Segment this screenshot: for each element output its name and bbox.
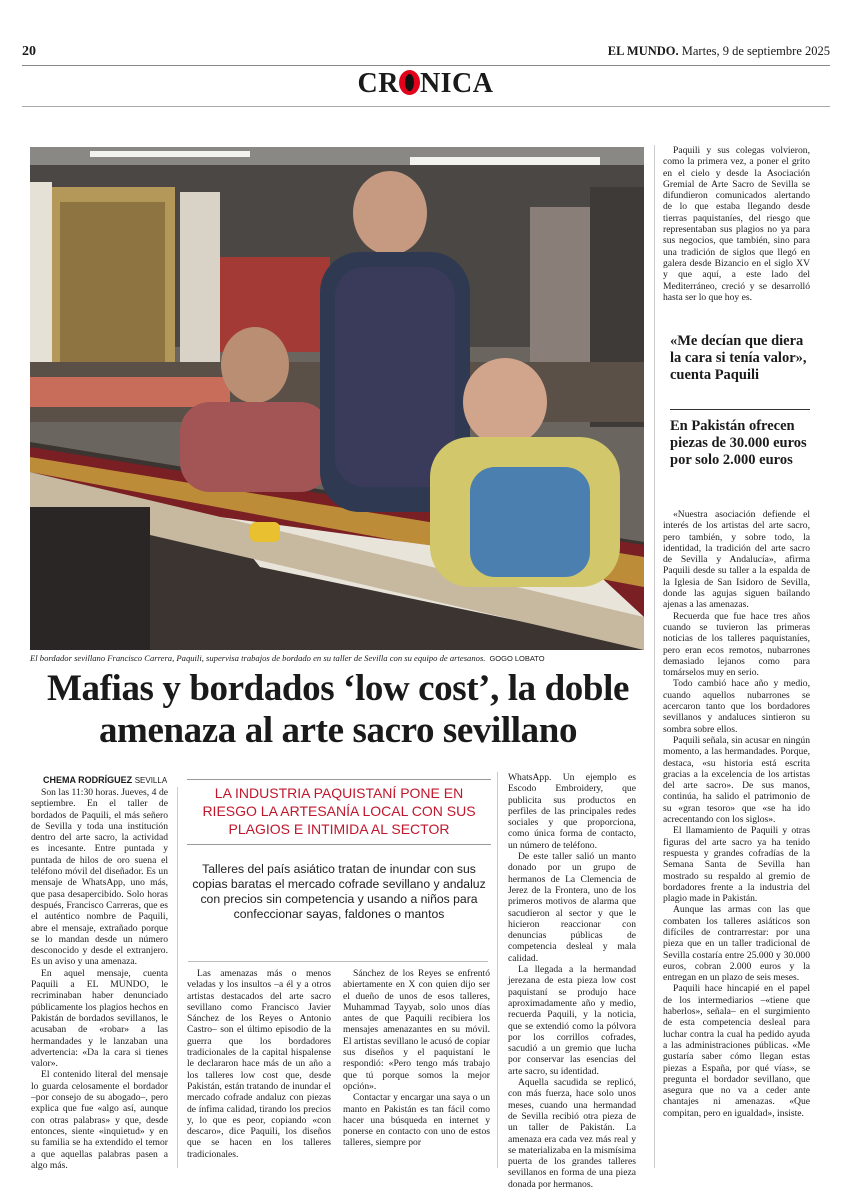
column-divider <box>497 772 498 1168</box>
paragraph: Paquili y sus colegas volvieron, como la primera vez, a poner el grito en el cielo y desde la Asociación Gremial de Arte Sacro de Sevilla se difundieron comunicados alertando de lo que estaba llegando desde tierras paquistaníes, del riesgo que representaban sus plagios no ya para sus negocios, que también, sino para una tradición de siglos que llegó en galera desde Bizancio en el siglo XV y que aquí, a este lado del Mediterráneo, creció y se desarrolló hasta ser lo que hoy es. <box>663 145 810 303</box>
subhead-rule <box>188 961 488 962</box>
body-column-2 <box>187 968 331 1168</box>
paragraph: De este taller salió un manto donado por un grupo de hermanos de La Clemencia de Jerez de la Frontera, uno de los primeros motivos de alarma que sacudieron al sector y que le hicieron reaccionar con denuncias públicas de competencia desleal y mala calidad. <box>508 851 636 964</box>
paragraph: WhatsApp. Un ejemplo es Escodo Embroidery, que publicita sus productos en perfiles de las principales redes sociales y que proporciona, como única forma de contacto, un número de teléfono. <box>508 772 636 851</box>
photo-caption: El bordador sevillano Francisco Carrera, Paquili, supervisa trabajos de bordado en su taller de Sevilla con su equipo de artesanos. GOGO LOBATO <box>30 653 545 663</box>
paragraph: El contenido literal del mensaje lo guarda celosamente el bordador –por consejo de su abogado–, pero explica que fue «algo así, aunque con otras palabras» y que, desde entonces, siente «inquietud» y en su familia se ha extendido el temor a que aquellas palabras pasen a algo más. <box>31 1069 168 1171</box>
body-column-3 <box>343 968 490 1168</box>
body-column-4 <box>508 772 636 1190</box>
paragraph: Aunque las armas con las que combaten los talleres asiáticos son difíciles de contrarrestar: por una pieza que en un taller tradicional de Sevilla costaría entre 25.000 y 30.000 euros, cobran 2.000 euros y la entregan en un plazo de seis meses. <box>663 904 810 984</box>
author-byline: CHEMA RODRÍGUEZ SEVILLA <box>43 775 168 785</box>
body-column-1 <box>31 787 168 1171</box>
body-column-5 <box>663 145 810 317</box>
article-kicker: LA INDUSTRIA PAQUISTANÍ PONE EN RIESGO LA ARTESANÍA LOCAL CON SUS PLAGIOS E INTIMIDA AL SECTOR <box>187 779 491 845</box>
photo-credit: GOGO LOBATO <box>489 654 545 663</box>
section-title: CR NICA <box>357 68 494 99</box>
paragraph: Sánchez de los Reyes se enfrentó abiertamente en X con quien dijo ser el dueño de unos de esos talleres, Muhammad Tayyab, solo unos días antes de que Paquili recibiera los mensajes amenazantes en su móvil. El artistas sevillano le acusó de copiar sus diseños y el paquistaní le respondió: «Pero tengo más trabajo que tú porque somos la mejor opción». <box>343 968 490 1092</box>
column-divider <box>177 787 178 1168</box>
paragraph: En aquel mensaje, cuenta Paquili a EL MUNDO, le recriminaban haber denunciado públicamente los plagios hechos en Pakistán de bordados sevillanos, le acusaban de «robar» a las hermandades y le lanzaban una advertencia: «Da la cara si tienes valor». <box>31 967 168 1070</box>
paragraph: Las amenazas más o menos veladas y los insultos –a él y a otros artistas destacados del arte sacro sevillano como Francisco Javier Sánchez de los Reyes o Antonio Castro– son el último episodio de la guerra que los bordadores tradicionales de la capital hispalense le declararon hace más de un año a los talleres low cost que, desde Pakistán, están tratando de inundar el mercado cofrade andaluz con piezas de ínfima calidad, tirando los precios y, lo que es peor, copiando «con descaro», dice Paquili, los diseños que se hacen en los talleres tradicionales. <box>187 968 331 1160</box>
pull-quote-2: En Pakistán ofrecen piezas de 30.000 euros por solo 2.000 euros <box>670 418 807 468</box>
paragraph: Todo cambió hace año y medio, cuando aquellos nubarrones se acercaron tanto que los bordadores sevillanos y andaluces sintieron su sombra sobre ellos. <box>663 678 810 735</box>
paragraph: Aquella sacudida se replicó, con más fuerza, hace solo unos meses, cuando una hermandad de Sevilla recibió otra pieza de un taller de Pakistán. La amenaza era cada vez más real y se materializaba en la mismísima puerta de los grandes talleres sevillanos en forma de una pieza donada por hermanos. <box>508 1077 636 1190</box>
newspaper-name: EL MUNDO. <box>607 44 679 58</box>
paragraph: Recuerda que fue hace tres años cuando se tuvieron las primeras noticias de los talleres paquistaníes, pero eran ecos remotos, nubarrones demasiado lejanos como para tomárselos muy en serio. <box>663 610 810 679</box>
section-rule <box>22 106 830 107</box>
paragraph: Paquili señala, sin acusar en ningún momento, a las hermandades. Porque, destaca, «su historia está escrita gracias a la excelencia de los artistas del arte sacro». De sus manos, continúa, ha salido el patrimonio de su «gran tesoro» que «se ha ido acrecentando con los siglos». <box>663 734 810 826</box>
paragraph: Contactar y encargar una saya o un manto en Pakistán es tan fácil como hacer una búsqueda en internet y ponerse en contacto con uno de estos talleres, siempre por <box>343 1092 490 1149</box>
section-logo-o <box>399 70 420 95</box>
column-divider <box>654 145 655 1168</box>
paragraph: «Nuestra asociación defiende el interés de los artistas del arte sacro, pero también, y sobre todo, la identidad, la tradición del arte sacro de Sevilla y Andalucía», afirma Paquili desde su taller a la espalda de la Iglesia de San Isidoro de Sevilla, donde las agujas siguen bailando ajenas a las amenazas. <box>663 509 810 611</box>
paragraph: Paquili hace hincapié en el papel de los intermediarios –«tiene que haberlos», señala– en el surgimiento de esta competencia desleal para luchar contra la cual ha pedido ayuda a las administraciones públicas. «Me gustaría saber cómo llegan estas piezas a España, por qué vías», se pregunta el bordador sevillano, que asegura que no va a ceder ante chantajes ni amenazas. «Que compitan, pero en igualdad», insiste. <box>663 983 810 1119</box>
pull-quote-rule <box>670 409 810 410</box>
pull-quote-1: «Me decían que diera la cara si tenía valor», cuenta Paquili <box>670 333 807 383</box>
article-headline: Mafias y bordados ‘low cost’, la doble amenaza al arte sacro sevillano <box>47 668 629 751</box>
issue-date: Martes, 9 de septiembre 2025 <box>681 44 830 58</box>
article-photo <box>30 147 644 650</box>
page-header <box>22 44 830 64</box>
page-number: 20 <box>22 44 36 59</box>
paragraph: La llegada a la hermandad jerezana de esta pieza low cost paquistaní se produjo hace aproximadamente año y medio, recuerda Paquili, y la noticia, que se extendió como la pólvora por los corrillos cofrades, sacudió a un gremio que lucha por conservar las esencias del arte sacro, su identidad. <box>508 964 636 1077</box>
newspaper-dateline <box>608 44 830 59</box>
body-column-6 <box>663 509 810 1169</box>
paragraph: El llamamiento de Paquili y otras figuras del arte sacro ya ha tenido respuesta y grandes cofradías de la Semana Santa de Sevilla han mostrado su respaldo al gremio de bordadores frente a la industria del plagio made in Pakistán. <box>663 825 810 905</box>
header-rule <box>22 65 830 66</box>
paragraph: Son las 11:30 horas. Jueves, 4 de septiembre. En el taller de bordados de Paquili, el más señero de Sevilla y toda una institución dentro del arte sacro, la actividad es incesante. Entre puntada y puntada de hilos de oro suena el teléfono móvil del diseñador. Es un mensaje de WhatsApp, uno más, que pasa desapercibido. Solo horas después, Francisco Carreras, que es el auténtico nombre de Paquili, abre el mensaje, extrañado porque se lo mandan desde un número desconocido y desde el extranjero. Es un aviso y una amenaza. <box>31 787 168 968</box>
article-subhead: Talleres del país asiático tratan de inundar con sus copias baratas el mercado cofrade sevillano y andaluz con precios sin competencia y usando a niños para confeccionar sayas, faldones o mantos <box>192 862 486 921</box>
